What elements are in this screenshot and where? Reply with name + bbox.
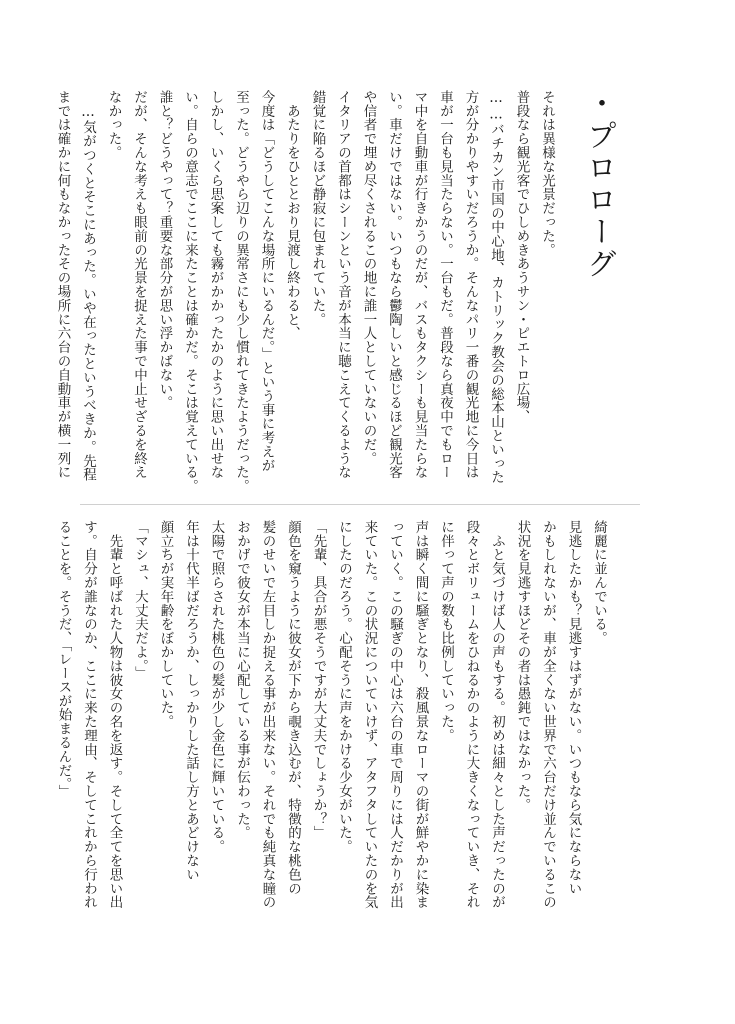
- text-line: 声は瞬く間に騒ぎとなり、殺風景なローマの街が鮮やかに染ま: [412, 520, 429, 910]
- text-line: 太陽で照らされた桃色の髪が少し金色に輝いている。: [208, 520, 225, 854]
- text-line: 今度は「どうしてこんな場所にいるんだ。」という事に考えが: [258, 90, 275, 473]
- text-line: ……バチカン市国の中心地、カトリック教会の総本山といった: [488, 90, 504, 485]
- text-line: ふと気づけば人の声もする。初めは細々とした声だったのが: [489, 520, 505, 910]
- text-line: い。自らの意志でここに来たことは確かだ。そこは覚えている。: [182, 90, 198, 494]
- text-line: おかげで彼女が本当に心配している事が伝わった。: [234, 520, 250, 840]
- section-divider: [80, 504, 640, 505]
- text-line: 顔色を窺うように彼女が下から覗き込むが、特徴的な桃色の: [285, 520, 301, 896]
- text-line: 錯覚に陥るほど静寂に包まれていた。: [309, 90, 326, 327]
- text-line: 来ていた。この状況についていけず、アタフタしていたのを気: [361, 520, 378, 910]
- text-line: 段々とボリュームをひねるかのように大きくなっていき、それ: [463, 520, 480, 910]
- text-line: い。車だけではない。いつもなら鬱陶しいと感じるほど観光客: [386, 90, 402, 480]
- text-line: 至った。どうやら辺りの異常さにも少し慣れてきたようだった。: [233, 90, 249, 494]
- text-section-bottom: [55, 520, 611, 920]
- text-line: 年は十代半ばだろうか、しっかりした話し方とあどけない: [183, 520, 199, 882]
- text-line: なかった。: [105, 90, 122, 160]
- text-line: 誰と？どうやって？重要な部分が思い浮かばない。: [156, 90, 173, 410]
- text-line: 車が一台も見当たらない。一台もだ。普段なら真夜中でもロー: [437, 90, 453, 480]
- text-line: や信者で埋め尽くされるこの地に誰一人としていないのだ。: [360, 90, 377, 466]
- text-line: 見逃したかも？見逃すはずがない。いつもなら気にならない: [565, 520, 582, 896]
- text-line: かもしれないが、車が全くない世界で六台だけ並んでいるこの: [540, 520, 556, 910]
- text-section-top: [54, 90, 559, 502]
- text-line: 普段なら観光客でひしめきあうサン・ピエトロ広場、: [513, 90, 530, 424]
- text-line: っていく。この騒ぎの中心は六台の車で周りには人だかりが出: [387, 520, 403, 910]
- text-line: イタリアの首都はシーンという音が本当に聴こえてくるような: [335, 90, 351, 480]
- text-line: …気がつくとそこにあった。いや在ったというべきか。先程: [80, 90, 96, 482]
- text-line: にしたのだろう。心配そうに声をかける少女がいた。: [336, 520, 352, 854]
- text-line: 「先輩、具合が悪そうですが大丈夫でしょうか？」: [310, 520, 327, 840]
- text-line: マ中を自動車が行きかうのだが、バスもタクシーも見当たらな: [411, 90, 428, 480]
- text-line: す。自分が誰なのか、ここに来た理由、そしてこれから行われ: [81, 520, 97, 910]
- text-line: に伴って声の数も比例していった。: [438, 520, 454, 743]
- text-line: ることを。そうだ、「レースが始まるんだ。」: [55, 520, 72, 799]
- text-line: 髪のせいで左目しか捉える事が出来ない。それでも純真な瞳の: [259, 520, 276, 910]
- text-line: 方が分かりやすいだろうか。そんなパリ一番の観光地に今日は: [462, 90, 479, 480]
- text-line: 状況を見逃すほどその者は愚鈍ではなかった。: [514, 520, 531, 812]
- text-line: それは異様な光景だった。: [539, 90, 555, 257]
- text-line: 顔立ちが実年齢をぼかしていた。: [157, 520, 174, 729]
- text-line: までは確かに何もなかったその場所に六台の自動車が横一列に: [54, 90, 71, 480]
- text-line: あたりをひととおり見渡し終わると、: [284, 90, 300, 341]
- text-line: 先輩と呼ばれた人物は彼女の名を返す。そして全てを思い出: [106, 520, 123, 910]
- text-line: しかし、いくら思案しても霧がかかったかのように思い出せな: [207, 90, 224, 480]
- text-line: だが、そんな考えも眼前の光景を捉えた事で中止せざるを終え: [131, 90, 147, 480]
- text-line: 「マシュ、大丈夫だよ。」: [132, 520, 148, 681]
- chapter-title: ・プロローグ: [581, 88, 616, 280]
- text-line: 綺麗に並んでいる。: [591, 520, 607, 646]
